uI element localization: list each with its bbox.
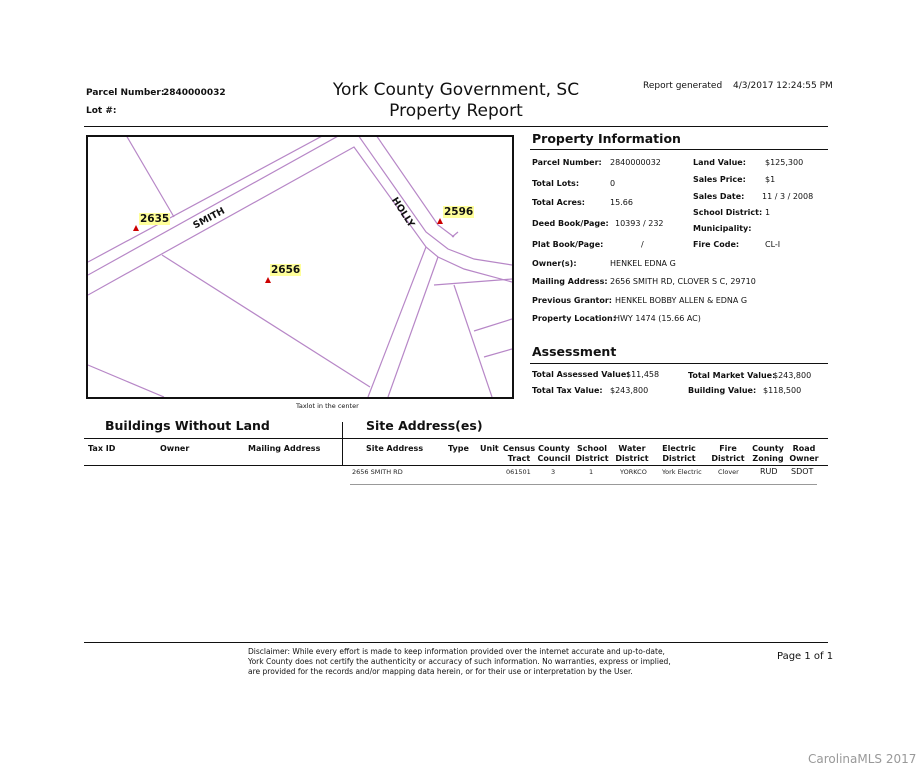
site-row-divider	[350, 484, 817, 485]
col-fire-district: Fire District	[711, 444, 745, 463]
pi-mailing-address-value: 2656 SMITH RD, CLOVER S C, 29710	[610, 277, 756, 286]
total-assessed-label: Total Assessed Value:	[532, 370, 630, 379]
site-row-road-owner: SDOT	[791, 467, 814, 476]
pi-sales-date-value: 11 / 3 / 2008	[762, 192, 814, 201]
site-row-address: 2656 SMITH RD	[352, 468, 403, 476]
pi-mailing-address-label: Mailing Address:	[532, 277, 608, 286]
property-info-heading: Property Information	[532, 131, 681, 146]
pi-previous-grantor-value: HENKEL BOBBY ALLEN & EDNA G	[615, 296, 748, 305]
title-line-2: Property Report	[389, 101, 523, 121]
footer-divider	[84, 642, 828, 643]
total-tax-value: $243,800	[610, 386, 649, 395]
pi-owners-value: HENKEL EDNA G	[610, 259, 676, 268]
parcel-marker-icon	[265, 277, 271, 283]
pi-owners-label: Owner(s):	[532, 259, 577, 268]
pi-sales-price-label: Sales Price:	[693, 175, 746, 184]
pi-municipality-label: Municipality:	[693, 224, 752, 233]
parcel-marker-icon	[437, 218, 443, 224]
report-generated-value: 4/3/2017 12:24:55 PM	[733, 81, 833, 91]
col-county-zoning: County Zoning	[752, 444, 784, 463]
building-value-label: Building Value:	[688, 386, 757, 395]
col-road-owner: Road Owner	[789, 444, 819, 463]
section-vertical-divider	[342, 422, 343, 466]
pi-deed-book-value: 10393 / 232	[615, 219, 664, 228]
buildings-heading: Buildings Without Land	[105, 418, 270, 433]
pi-plat-book-value: /	[641, 240, 644, 249]
table-header-divider	[84, 465, 828, 466]
site-row-county-council: 3	[551, 468, 556, 476]
total-tax-label: Total Tax Value:	[532, 386, 603, 395]
parcel-marker-icon	[133, 225, 139, 231]
pi-total-acres-label: Total Acres:	[532, 198, 585, 207]
col-site-address: Site Address	[366, 444, 424, 453]
watermark: CarolinaMLS 2017	[808, 752, 917, 766]
total-market-value: $243,800	[773, 371, 812, 380]
col-water-district: Water District	[615, 444, 649, 463]
map-caption: Taxlot in the center	[296, 402, 359, 410]
col-owner: Owner	[160, 444, 190, 453]
site-row-census-tract: 061501	[506, 468, 531, 476]
header-divider	[84, 126, 828, 127]
pi-property-location-label: Property Location:	[532, 314, 616, 323]
pi-school-district-value: 1	[765, 208, 771, 217]
pi-sales-price-value: $1	[765, 175, 776, 184]
assessment-heading: Assessment	[532, 344, 617, 359]
col-mailing-address: Mailing Address	[248, 444, 321, 453]
pi-total-lots-label: Total Lots:	[532, 179, 580, 188]
parcel-number-label: Parcel Number:	[86, 88, 165, 98]
total-assessed-value: $11,458	[626, 370, 660, 379]
parcel-label-2635: 2635	[140, 213, 170, 225]
parcel-label-2656: 2656	[271, 264, 301, 276]
site-row-water-district: YORKCO	[620, 468, 647, 476]
pi-parcel-value: 2840000032	[610, 158, 661, 167]
building-value-value: $118,500	[763, 386, 802, 395]
pi-property-location-value: HWY 1474 (15.66 AC)	[614, 314, 701, 323]
pi-sales-date-label: Sales Date:	[693, 192, 745, 201]
site-row-electric-district: York Electric	[662, 468, 702, 476]
lot-label: Lot #:	[86, 106, 117, 116]
col-census-tract: Census Tract	[502, 444, 536, 463]
site-address-heading: Site Address(es)	[366, 418, 483, 433]
pi-fire-code-label: Fire Code:	[693, 240, 740, 249]
col-school-district: School District	[575, 444, 609, 463]
parcel-label-2596: 2596	[444, 206, 474, 218]
assessment-divider	[530, 363, 828, 364]
pi-total-lots-value: 0	[610, 179, 616, 188]
col-tax-id: Tax ID	[88, 444, 116, 453]
pi-land-value-label: Land Value:	[693, 158, 746, 167]
parcel-number-value: 2840000032	[163, 88, 226, 98]
report-generated-label: Report generated	[643, 81, 723, 91]
col-unit: Unit	[480, 444, 499, 453]
pi-parcel-label: Parcel Number:	[532, 158, 602, 167]
col-type: Type	[448, 444, 469, 453]
site-row-county-zoning: RUD	[760, 467, 778, 476]
site-row-fire-district: Clover	[718, 468, 739, 476]
site-row-school-district: 1	[589, 468, 594, 476]
property-info-divider	[530, 149, 828, 150]
pi-school-district-label: School District:	[693, 208, 763, 217]
col-electric-district: Electric District	[662, 444, 696, 463]
disclaimer-text: Disclaimer: While every effort is made to keep information provided over the internet accurate and up-to-date, York County does not certify the authenticity or accuracy of such information. No warranties, express or implied, are provided for the records and/or mapping data herein, or for their use or interpretation by the User.	[248, 647, 671, 676]
title-line-1: York County Government, SC	[332, 80, 580, 100]
pi-plat-book-label: Plat Book/Page:	[532, 240, 604, 249]
col-county-council: County Council	[537, 444, 571, 463]
pi-land-value-value: $125,300	[765, 158, 804, 167]
street-label-holly: HOLLY	[389, 195, 417, 230]
table-top-divider	[84, 438, 828, 439]
street-label-smith: SMITH	[191, 205, 227, 232]
pi-previous-grantor-label: Previous Grantor:	[532, 296, 612, 305]
page-title	[306, 80, 606, 122]
page-number: Page 1 of 1	[777, 651, 834, 662]
pi-fire-code-value: CL-I	[765, 240, 781, 249]
total-market-label: Total Market Value:	[688, 371, 776, 380]
pi-total-acres-value: 15.66	[610, 198, 633, 207]
pi-deed-book-label: Deed Book/Page:	[532, 219, 609, 228]
parcel-map	[86, 135, 514, 399]
